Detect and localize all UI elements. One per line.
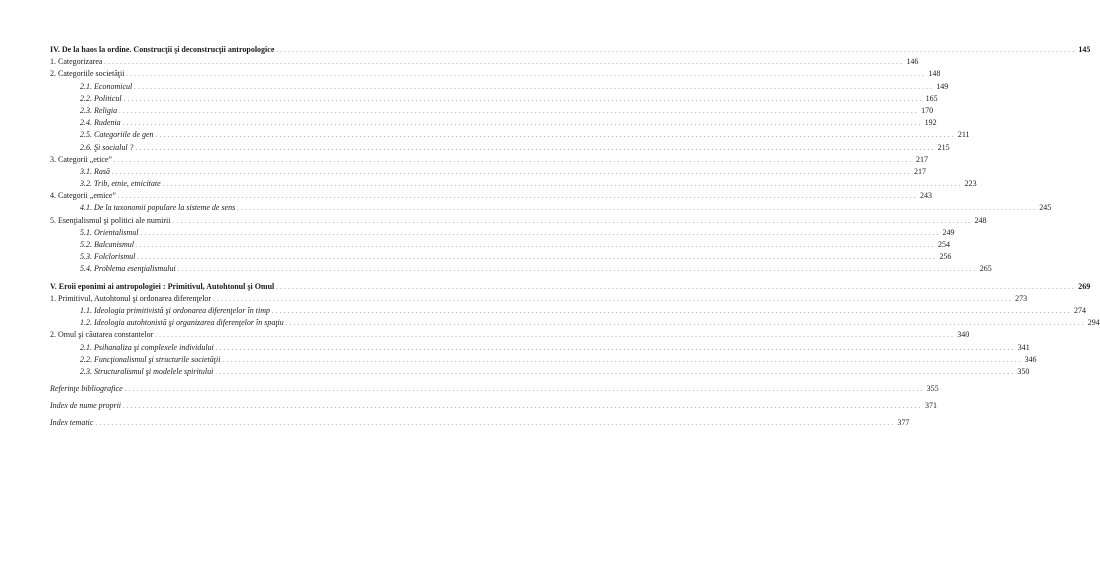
toc-entry [50, 281, 1091, 293]
toc-entry [50, 366, 1030, 378]
toc-entry-title: 4.1. De la taxonomii populare la sisteme de sens [80, 203, 236, 213]
toc-entry-title: 5.4. Problema esenţialismului [80, 264, 176, 274]
dot-leader: . . . . . . . . . . . . . . . . . . . . . . . . . . . . . . . . . . . . . . . . . . . . . . . . . . . . . . . . . . . . . . . . . . . . . . . . . . . . . . . . . . . . . . . . . . . . . . . . . . . . . . . . . . . . . . . . . . . . . . . . . . . . . . . . . . . . . . . . . . . . . . . . . . . . . . . . . . . . . . . . . . . . . . . . . . . . . . . . . . . . . . . . . . . . . . . . . . . . . . . . [276, 48, 1075, 54]
toc-entry-title: 5. Esenţialismul şi politici ale numirii [50, 215, 171, 225]
toc-entry-page-number: 273 [1015, 293, 1028, 303]
toc-entry-title: 4. Categorii „emice” [50, 191, 116, 201]
toc-entry [50, 117, 937, 129]
toc-entry-title: 2. Categoriile societăţii [50, 69, 125, 79]
toc-entry [50, 354, 1037, 366]
dot-leader: . . . . . . . . . . . . . . . . . . . . . . . . . . . . . . . . . . . . . . . . . . . . . . . . . . . . . . . . . . . . . . . . . . . . . . . . . . . . . . . . . . . . . . . . . . . . . . . . . . . . . . . . . . . . . . . . . . . . . . . . . . . . . . . . . . . . . . . . . . . . . . . . . . . . . . . . . . . . . . . . . . . . . . . . . . . . . . . . . . . . . . . . . . . . . . . . . . . . . . . . [135, 145, 934, 152]
toc-entry-title: Index tematic [50, 418, 94, 428]
toc-entry-page-number: 243 [919, 191, 932, 201]
toc-entry [50, 293, 1028, 305]
toc-entry-page-number: 377 [897, 418, 910, 428]
toc-entry-title: Index de nume proprii [50, 401, 122, 411]
toc-entry-title: 2.1. Psihanaliza şi complexele individului [80, 342, 214, 352]
toc-entry [50, 417, 910, 429]
toc-entry-title: 5.3. Folclorismul [80, 252, 136, 262]
toc-entry-page-number: 215 [937, 142, 950, 152]
dot-leader: . . . . . . . . . . . . . . . . . . . . . . . . . . . . . . . . . . . . . . . . . . . . . . . . . . . . . . . . . . . . . . . . . . . . . . . . . . . . . . . . . . . . . . . . . . . . . . . . . . . . . . . . . . . . . . . . . . . . . . . . . . . . . . . . . . . . . . . . . . . . . . . . . . . . . . . . . . . . . . . . . . . . . . . . . . . . . . . . . . . . . . . . . . . . . . . . . . . . . . . . [285, 321, 1084, 328]
toc-entry [50, 263, 992, 275]
dot-leader: . . . . . . . . . . . . . . . . . . . . . . . . . . . . . . . . . . . . . . . . . . . . . . . . . . . . . . . . . . . . . . . . . . . . . . . . . . . . . . . . . . . . . . . . . . . . . . . . . . . . . . . . . . . . . . . . . . . . . . . . . . . . . . . . . . . . . . . . . . . . . . . . . . . . . . . . . . . . . . . . . . . . . . . . . . . . . . . . . . . . . . . . . . . . . . . . . . . . . . . . [172, 218, 971, 225]
toc-entry-page-number: 256 [939, 252, 952, 262]
toc-entry-page-number: 355 [926, 384, 939, 394]
toc-entry-page-number: 149 [936, 81, 949, 91]
dot-leader: . . . . . . . . . . . . . . . . . . . . . . . . . . . . . . . . . . . . . . . . . . . . . . . . . . . . . . . . . . . . . . . . . . . . . . . . . . . . . . . . . . . . . . . . . . . . . . . . . . . . . . . . . . . . . . . . . . . . . . . . . . . . . . . . . . . . . . . . . . . . . . . . . . . . . . . . . . . . . . . . . . . . . . . . . . . . . . . . . . . . . . . . . . . . . . . . . . . . . . . . [117, 194, 916, 201]
dot-leader: . . . . . . . . . . . . . . . . . . . . . . . . . . . . . . . . . . . . . . . . . . . . . . . . . . . . . . . . . . . . . . . . . . . . . . . . . . . . . . . . . . . . . . . . . . . . . . . . . . . . . . . . . . . . . . . . . . . . . . . . . . . . . . . . . . . . . . . . . . . . . . . . . . . . . . . . . . . . . . . . . . . . . . . . . . . . . . . . . . . . . . . . . . . . . . . . . . . . . . . . [237, 206, 1036, 213]
toc-entry [50, 400, 938, 412]
toc-entry [50, 239, 950, 251]
dot-leader: . . . . . . . . . . . . . . . . . . . . . . . . . . . . . . . . . . . . . . . . . . . . . . . . . . . . . . . . . . . . . . . . . . . . . . . . . . . . . . . . . . . . . . . . . . . . . . . . . . . . . . . . . . . . . . . . . . . . . . . . . . . . . . . . . . . . . . . . . . . . . . . . . . . . . . . . . . . . . . . . . . . . . . . . . . . . . . . . . . . . . . . . . . . . . . . . . . . . . . . . [272, 308, 1070, 315]
toc-entry-page-number: 165 [925, 93, 938, 103]
toc-entry [50, 190, 932, 202]
dot-leader: . . . . . . . . . . . . . . . . . . . . . . . . . . . . . . . . . . . . . . . . . . . . . . . . . . . . . . . . . . . . . . . . . . . . . . . . . . . . . . . . . . . . . . . . . . . . . . . . . . . . . . . . . . . . . . . . . . . . . . . . . . . . . . . . . . . . . . . . . . . . . . . . . . . . . . . . . . . . . . . . . . . . . . . . . . . . . . . . . . . . . . . . . . . . . . . . . . . . . . . . [95, 421, 894, 428]
dot-leader: . . . . . . . . . . . . . . . . . . . . . . . . . . . . . . . . . . . . . . . . . . . . . . . . . . . . . . . . . . . . . . . . . . . . . . . . . . . . . . . . . . . . . . . . . . . . . . . . . . . . . . . . . . . . . . . . . . . . . . . . . . . . . . . . . . . . . . . . . . . . . . . . . . . . . . . . . . . . . . . . . . . . . . . . . . . . . . . . . . . . . . . . . . . . . . . . . . . . . . . . [213, 296, 1012, 303]
toc-entry-title: 5.2. Balcanismul [80, 240, 134, 249]
toc-entry [50, 81, 949, 93]
toc-entry [50, 227, 955, 239]
toc-entry-title: 2.5. Categoriile de gen [80, 130, 154, 140]
toc-entry-title: 2.2. Funcţionalismul şi structurile societăţii [80, 354, 221, 364]
toc-entry [50, 142, 950, 154]
toc-entry [50, 68, 941, 80]
toc-entry-title: 1.2. Ideologia autohtonistă şi organizarea diferenţelor în spaţiu [80, 318, 284, 328]
toc-entry-page-number: 350 [1017, 366, 1030, 376]
toc-entry-page-number: 170 [921, 105, 934, 115]
toc-entry-page-number: 346 [1024, 354, 1037, 364]
dot-leader: . . . . . . . . . . . . . . . . . . . . . . . . . . . . . . . . . . . . . . . . . . . . . . . . . . . . . . . . . . . . . . . . . . . . . . . . . . . . . . . . . . . . . . . . . . . . . . . . . . . . . . . . . . . . . . . . . . . . . . . . . . . . . . . . . . . . . . . . . . . . . . . . . . . . . . . . . . . . . . . . . . . . . . . . . . . . . . . . . . . . . . . . . . . . . . . . . . . . . . . . [134, 84, 933, 91]
dot-leader: . . . . . . . . . . . . . . . . . . . . . . . . . . . . . . . . . . . . . . . . . . . . . . . . . . . . . . . . . . . . . . . . . . . . . . . . . . . . . . . . . . . . . . . . . . . . . . . . . . . . . . . . . . . . . . . . . . . . . . . . . . . . . . . . . . . . . . . . . . . . . . . . . . . . . . . . . . . . . . . . . . . . . . . . . . . . . . . . . . . . . . . . . . . . . . . . . . . . . . . . [113, 157, 912, 164]
toc-entry-title: 1. Primitivul, Autohtonul şi ordonarea diferenţelor [50, 293, 212, 303]
toc-entry-page-number: 217 [915, 154, 928, 164]
toc-entry-page-number: 294 [1087, 318, 1100, 328]
toc-entry-page-number: 148 [928, 69, 941, 79]
toc-entry-page-number: 340 [957, 330, 970, 340]
dot-leader: . . . . . . . . . . . . . . . . . . . . . . . . . . . . . . . . . . . . . . . . . . . . . . . . . . . . . . . . . . . . . . . . . . . . . . . . . . . . . . . . . . . . . . . . . . . . . . . . . . . . . . . . . . . . . . . . . . . . . . . . . . . . . . . . . . . . . . . . . . . . . . . . . . . . . . . . . . . . . . . . . . . . . . . . . . . . . . . . . . . . . . . . . . . . . . . . . . . . . . . . [112, 169, 910, 176]
toc-entry [50, 56, 919, 68]
toc-entry-page-number: 269 [1078, 281, 1091, 291]
dot-leader: . . . . . . . . . . . . . . . . . . . . . . . . . . . . . . . . . . . . . . . . . . . . . . . . . . . . . . . . . . . . . . . . . . . . . . . . . . . . . . . . . . . . . . . . . . . . . . . . . . . . . . . . . . . . . . . . . . . . . . . . . . . . . . . . . . . . . . . . . . . . . . . . . . . . . . . . . . . . . . . . . . . . . . . . . . . . . . . . . . . . . . . . . . . . . . . . . . . . . . . . [136, 243, 934, 249]
toc-entry-page-number: 249 [942, 227, 955, 237]
dot-leader: . . . . . . . . . . . . . . . . . . . . . . . . . . . . . . . . . . . . . . . . . . . . . . . . . . . . . . . . . . . . . . . . . . . . . . . . . . . . . . . . . . . . . . . . . . . . . . . . . . . . . . . . . . . . . . . . . . . . . . . . . . . . . . . . . . . . . . . . . . . . . . . . . . . . . . . . . . . . . . . . . . . . . . . . . . . . . . . . . . . . . . . . . . . . . . . . . . . . . . . . [222, 357, 1021, 364]
toc-entry [50, 305, 1086, 317]
toc-entry [50, 178, 977, 190]
toc-entry-page-number: 211 [957, 130, 970, 140]
toc-entry-page-number: 248 [974, 215, 987, 225]
toc-entry-title: IV. De la haos la ordine. Construcţii şi deconstrucţii antropologice [50, 45, 275, 54]
toc-entry-page-number: 223 [964, 179, 977, 189]
toc-entry [50, 317, 1100, 329]
dot-leader: . . . . . . . . . . . . . . . . . . . . . . . . . . . . . . . . . . . . . . . . . . . . . . . . . . . . . . . . . . . . . . . . . . . . . . . . . . . . . . . . . . . . . . . . . . . . . . . . . . . . . . . . . . . . . . . . . . . . . . . . . . . . . . . . . . . . . . . . . . . . . . . . . . . . . . . . . . . . . . . . . . . . . . . . . . . . . . . . . . . . . . . . . . . . . . . . . . . . . . . . [215, 345, 1014, 352]
toc-entry-title: 5.1. Orientalismul [80, 227, 139, 237]
toc-entry-page-number: 254 [938, 240, 950, 249]
dot-leader: . . . . . . . . . . . . . . . . . . . . . . . . . . . . . . . . . . . . . . . . . . . . . . . . . . . . . . . . . . . . . . . . . . . . . . . . . . . . . . . . . . . . . . . . . . . . . . . . . . . . . . . . . . . . . . . . . . . . . . . . . . . . . . . . . . . . . . . . . . . . . . . . . . . . . . . . . . . . . . . . . . . . . . . . . . . . . . . . . . . . . . . . . . . . . . . . . . . . . . . . [155, 133, 954, 140]
dot-leader: . . . . . . . . . . . . . . . . . . . . . . . . . . . . . . . . . . . . . . . . . . . . . . . . . . . . . . . . . . . . . . . . . . . . . . . . . . . . . . . . . . . . . . . . . . . . . . . . . . . . . . . . . . . . . . . . . . . . . . . . . . . . . . . . . . . . . . . . . . . . . . . . . . . . . . . . . . . . . . . . . . . . . . . . . . . . . . . . . . . . . . . . . . . . . . . . . . . . . . . . [215, 369, 1014, 376]
toc-entry [50, 154, 928, 166]
toc-entry-page-number: 274 [1074, 305, 1086, 315]
dot-leader: . . . . . . . . . . . . . . . . . . . . . . . . . . . . . . . . . . . . . . . . . . . . . . . . . . . . . . . . . . . . . . . . . . . . . . . . . . . . . . . . . . . . . . . . . . . . . . . . . . . . . . . . . . . . . . . . . . . . . . . . . . . . . . . . . . . . . . . . . . . . . . . . . . . . . . . . . . . . . . . . . . . . . . . . . . . . . . . . . . . . . . . . . . . . . . . . . . . . . . . . [104, 60, 903, 67]
toc-entry-page-number: 245 [1039, 203, 1052, 213]
toc-entry [50, 44, 1091, 56]
dot-leader: . . . . . . . . . . . . . . . . . . . . . . . . . . . . . . . . . . . . . . . . . . . . . . . . . . . . . . . . . . . . . . . . . . . . . . . . . . . . . . . . . . . . . . . . . . . . . . . . . . . . . . . . . . . . . . . . . . . . . . . . . . . . . . . . . . . . . . . . . . . . . . . . . . . . . . . . . . . . . . . . . . . . . . . . . . . . . . . . . . . . . . . . . . . . . . . . . . . . . . . . [155, 333, 954, 340]
table-of-contents [50, 44, 1100, 430]
toc-entry [50, 383, 939, 395]
toc-entry-title: 3.2. Trib, etnie, etnicitate [80, 179, 161, 189]
toc-entry-title: 2.4. Rudenia [80, 118, 121, 128]
toc-entry-title: 2.2. Politicul [80, 93, 122, 103]
dot-leader: . . . . . . . . . . . . . . . . . . . . . . . . . . . . . . . . . . . . . . . . . . . . . . . . . . . . . . . . . . . . . . . . . . . . . . . . . . . . . . . . . . . . . . . . . . . . . . . . . . . . . . . . . . . . . . . . . . . . . . . . . . . . . . . . . . . . . . . . . . . . . . . . . . . . . . . . . . . . . . . . . . . . . . . . . . . . . . . . . . . . . . . . . . . . . . . . . . . . . . . . [126, 72, 925, 79]
dot-leader: . . . . . . . . . . . . . . . . . . . . . . . . . . . . . . . . . . . . . . . . . . . . . . . . . . . . . . . . . . . . . . . . . . . . . . . . . . . . . . . . . . . . . . . . . . . . . . . . . . . . . . . . . . . . . . . . . . . . . . . . . . . . . . . . . . . . . . . . . . . . . . . . . . . . . . . . . . . . . . . . . . . . . . . . . . . . . . . . . . . . . . . . . . . . . . . . . . . . . . . . [122, 121, 921, 128]
toc-entry-title: 1.1. Ideologia primitivistă şi ordonarea diferenţelor în timp [80, 305, 270, 315]
dot-leader: . . . . . . . . . . . . . . . . . . . . . . . . . . . . . . . . . . . . . . . . . . . . . . . . . . . . . . . . . . . . . . . . . . . . . . . . . . . . . . . . . . . . . . . . . . . . . . . . . . . . . . . . . . . . . . . . . . . . . . . . . . . . . . . . . . . . . . . . . . . . . . . . . . . . . . . . . . . . . . . . . . . . . . . . . . . . . . . . . . . . . . . . . . . . . . . . . . . . . . . . [119, 108, 918, 115]
toc-entry-page-number: 217 [914, 166, 926, 176]
toc-entry-title: 3. Categorii „etice” [50, 154, 112, 164]
dot-leader: . . . . . . . . . . . . . . . . . . . . . . . . . . . . . . . . . . . . . . . . . . . . . . . . . . . . . . . . . . . . . . . . . . . . . . . . . . . . . . . . . . . . . . . . . . . . . . . . . . . . . . . . . . . . . . . . . . . . . . . . . . . . . . . . . . . . . . . . . . . . . . . . . . . . . . . . . . . . . . . . . . . . . . . . . . . . . . . . . . . . . . . . . . . . . . . . . . . . . . . . [177, 267, 976, 274]
dot-leader: . . . . . . . . . . . . . . . . . . . . . . . . . . . . . . . . . . . . . . . . . . . . . . . . . . . . . . . . . . . . . . . . . . . . . . . . . . . . . . . . . . . . . . . . . . . . . . . . . . . . . . . . . . . . . . . . . . . . . . . . . . . . . . . . . . . . . . . . . . . . . . . . . . . . . . . . . . . . . . . . . . . . . . . . . . . . . . . . . . . . . . . . . . . . . . . . . . . . . . . . [124, 387, 923, 394]
toc-entry-title: 2.3. Religia [80, 105, 118, 115]
dot-leader: . . . . . . . . . . . . . . . . . . . . . . . . . . . . . . . . . . . . . . . . . . . . . . . . . . . . . . . . . . . . . . . . . . . . . . . . . . . . . . . . . . . . . . . . . . . . . . . . . . . . . . . . . . . . . . . . . . . . . . . . . . . . . . . . . . . . . . . . . . . . . . . . . . . . . . . . . . . . . . . . . . . . . . . . . . . . . . . . . . . . . . . . . . . . . . . . . . . . . . . . [137, 255, 936, 262]
toc-entry [50, 166, 926, 178]
toc-entry-title: 2.1. Economicul [80, 81, 133, 91]
toc-entry-title: V. Eroii eponimi ai antropologiei : Primitivul, Autohtonul şi Omul [50, 281, 275, 291]
toc-entry-title: 2. Omul şi căutarea constantelor [50, 330, 154, 340]
toc-entry-page-number: 265 [979, 264, 992, 274]
toc-entry-page-number: 341 [1017, 342, 1030, 352]
toc-entry-title: 2.3. Structuralismul şi modelele spiritului [80, 366, 214, 376]
toc-entry [50, 202, 1052, 214]
toc-entry [50, 251, 952, 263]
toc-entry [50, 215, 987, 227]
toc-entry [50, 105, 934, 117]
toc-entry [50, 93, 938, 105]
dot-leader: . . . . . . . . . . . . . . . . . . . . . . . . . . . . . . . . . . . . . . . . . . . . . . . . . . . . . . . . . . . . . . . . . . . . . . . . . . . . . . . . . . . . . . . . . . . . . . . . . . . . . . . . . . . . . . . . . . . . . . . . . . . . . . . . . . . . . . . . . . . . . . . . . . . . . . . . . . . . . . . . . . . . . . . . . . . . . . . . . . . . . . . . . . . . . . . . . . . . . . . . [162, 182, 961, 189]
dot-leader: . . . . . . . . . . . . . . . . . . . . . . . . . . . . . . . . . . . . . . . . . . . . . . . . . . . . . . . . . . . . . . . . . . . . . . . . . . . . . . . . . . . . . . . . . . . . . . . . . . . . . . . . . . . . . . . . . . . . . . . . . . . . . . . . . . . . . . . . . . . . . . . . . . . . . . . . . . . . . . . . . . . . . . . . . . . . . . . . . . . . . . . . . . . . . . . . . . . . . . . . [123, 96, 922, 103]
toc-entry-title: 1. Categorizarea [50, 57, 103, 67]
toc-entry [50, 329, 970, 341]
toc-entry-page-number: 146 [906, 57, 919, 67]
dot-leader: . . . . . . . . . . . . . . . . . . . . . . . . . . . . . . . . . . . . . . . . . . . . . . . . . . . . . . . . . . . . . . . . . . . . . . . . . . . . . . . . . . . . . . . . . . . . . . . . . . . . . . . . . . . . . . . . . . . . . . . . . . . . . . . . . . . . . . . . . . . . . . . . . . . . . . . . . . . . . . . . . . . . . . . . . . . . . . . . . . . . . . . . . . . . . . . . . . . . . . . . [123, 404, 922, 411]
toc-entry-title: 2.6. Şi socialul ? [80, 142, 134, 152]
toc-entry-page-number: 145 [1078, 45, 1091, 54]
toc-entry [50, 342, 1030, 354]
dot-leader: . . . . . . . . . . . . . . . . . . . . . . . . . . . . . . . . . . . . . . . . . . . . . . . . . . . . . . . . . . . . . . . . . . . . . . . . . . . . . . . . . . . . . . . . . . . . . . . . . . . . . . . . . . . . . . . . . . . . . . . . . . . . . . . . . . . . . . . . . . . . . . . . . . . . . . . . . . . . . . . . . . . . . . . . . . . . . . . . . . . . . . . . . . . . . . . . . . . . . . . . [276, 284, 1075, 291]
dot-leader: . . . . . . . . . . . . . . . . . . . . . . . . . . . . . . . . . . . . . . . . . . . . . . . . . . . . . . . . . . . . . . . . . . . . . . . . . . . . . . . . . . . . . . . . . . . . . . . . . . . . . . . . . . . . . . . . . . . . . . . . . . . . . . . . . . . . . . . . . . . . . . . . . . . . . . . . . . . . . . . . . . . . . . . . . . . . . . . . . . . . . . . . . . . . . . . . . . . . . . . . [140, 230, 939, 237]
toc-entry-page-number: 192 [924, 118, 937, 128]
toc-entry [50, 129, 970, 141]
toc-entry-title: Referinţe bibliografice [50, 384, 123, 394]
toc-entry-page-number: 371 [925, 401, 938, 411]
toc-entry-title: 3.1. Rasă [80, 166, 110, 176]
